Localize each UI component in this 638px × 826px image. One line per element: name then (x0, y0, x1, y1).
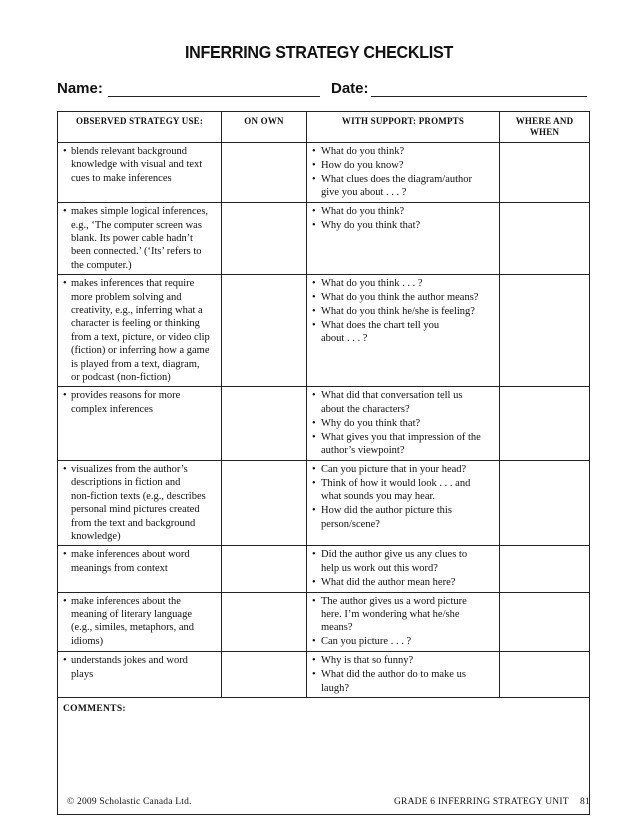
strategy-line: • make inferences about word (71, 549, 190, 561)
prompt-line: means? (321, 622, 353, 634)
prompt-item (312, 595, 494, 635)
strategy-line: from the text and background (71, 517, 196, 529)
prompt-line: help us work out this word? (321, 562, 438, 574)
strategy-line: character is feeling or thinking (71, 318, 200, 330)
strategy-line: • makes simple logical inferences, (71, 206, 209, 218)
strategy-line: • visualizes from the author’s (71, 463, 188, 475)
prompt-line: • Can you picture . . . ? (321, 636, 412, 648)
strategy-line: meaning of literary language (71, 609, 192, 620)
footer-copyright: © 2009 Scholastic Canada Ltd. (67, 797, 192, 807)
prompt-line: about . . . ? (321, 333, 368, 345)
prompt-item (312, 477, 494, 504)
strategy-line: from a text, picture, or video clip (71, 331, 210, 343)
prompts-cell (307, 546, 500, 592)
prompt-item (312, 417, 494, 430)
prompt-line: • Can you picture that in your head? (321, 463, 467, 475)
prompt-line: laugh? (321, 682, 349, 694)
prompt-line: • What does the chart tell you (321, 319, 440, 331)
prompt-item (312, 305, 494, 318)
on-own-cell[interactable] (222, 387, 307, 461)
on-own-cell[interactable] (222, 275, 307, 387)
prompt-item (312, 576, 494, 589)
footer-page-number: 81 (580, 797, 590, 807)
prompt-item (312, 173, 494, 200)
prompt-item (312, 654, 494, 667)
checklist-rows (58, 143, 590, 698)
table-row (58, 203, 590, 275)
strategy-line: is played from a text, diagram, (71, 358, 200, 370)
prompt-line: • The author gives us a word picture (321, 595, 467, 607)
strategy-line: plays (71, 668, 94, 680)
table-row (58, 546, 590, 592)
strategy-line: • provides reasons for more (71, 390, 181, 402)
header-on-own: ON OWN (222, 112, 307, 143)
table-row (58, 460, 590, 545)
prompt-line: • What do you think he/she is feeling? (321, 305, 475, 317)
strategy-line: • makes inferences that require (71, 278, 195, 290)
prompt-item (312, 205, 494, 218)
strategy-line: (fiction) or inferring how a game (71, 345, 210, 357)
where-and-when-cell[interactable] (500, 203, 590, 275)
strategy-line: meanings from context (71, 562, 168, 574)
name-field-line[interactable] (108, 96, 320, 97)
prompt-line: • How did the author picture this (321, 505, 452, 517)
prompt-item (312, 319, 494, 346)
prompt-item (312, 431, 494, 458)
prompt-line: • Think of how it would look . . . and (321, 477, 471, 489)
strategy-line: personal mind pictures created (71, 504, 200, 516)
prompt-item (312, 277, 494, 290)
prompt-line: • Why do you think that? (321, 220, 421, 232)
prompt-line: • Why is that so funny? (321, 655, 414, 667)
header-where-and-when: WHERE AND WHEN (500, 112, 590, 143)
name-label: Name: (57, 80, 103, 97)
prompt-line: • What did the author do to make us (321, 669, 466, 681)
page-title: INFERRING STRATEGY CHECKLIST (184, 42, 454, 62)
prompt-item (312, 145, 494, 158)
table-header-row (58, 112, 590, 143)
prompt-line: • What clues does the diagram/author (321, 173, 473, 185)
where-and-when-cell[interactable] (500, 546, 590, 592)
prompt-item (312, 668, 494, 695)
header-with-support-prompts: WITH SUPPORT: PROMPTS (307, 112, 500, 143)
header-observed-strategy-use: OBSERVED STRATEGY USE: (58, 112, 222, 143)
strategy-line: • blends relevant background (71, 146, 188, 157)
strategy-cell (58, 592, 222, 652)
prompt-line: • What did that conversation tell us (321, 390, 463, 402)
checklist-table (57, 111, 590, 815)
strategy-line: the computer.) (71, 259, 132, 271)
prompt-line: • Why do you think that? (321, 417, 421, 429)
strategy-line: (e.g., similes, metaphors, and (71, 622, 195, 634)
strategy-cell (58, 143, 222, 203)
strategy-item (63, 205, 216, 272)
strategy-line: cues to make inferences (71, 172, 172, 184)
on-own-cell[interactable] (222, 546, 307, 592)
where-and-when-cell[interactable] (500, 143, 590, 203)
prompt-line: • What do you think . . . ? (321, 278, 423, 290)
table-row (58, 387, 590, 461)
footer-unit-title: GRADE 6 INFERRING STRATEGY UNIT (394, 797, 569, 807)
strategy-line: blank. Its power cable hadn’t (71, 232, 193, 244)
strategy-cell (58, 460, 222, 545)
prompts-cell (307, 203, 500, 275)
on-own-cell[interactable] (222, 460, 307, 545)
prompt-line: what sounds you may hear. (321, 491, 436, 503)
prompts-cell (307, 143, 500, 203)
strategy-line: more problem solving and (71, 291, 182, 303)
where-and-when-cell[interactable] (500, 460, 590, 545)
prompts-cell (307, 460, 500, 545)
table-row (58, 143, 590, 203)
table-row (58, 592, 590, 652)
strategy-line: non-fiction texts (e.g., describes (71, 490, 206, 502)
prompt-line: about the characters? (321, 403, 410, 415)
comments-label: COMMENTS: (63, 704, 126, 715)
on-own-cell[interactable] (222, 652, 307, 698)
where-and-when-cell[interactable] (500, 275, 590, 387)
prompt-item (312, 635, 494, 648)
strategy-item (63, 145, 216, 185)
prompt-line: here. I’m wondering what he/she (321, 609, 460, 620)
strategy-cell (58, 652, 222, 698)
strategy-cell (58, 546, 222, 592)
where-and-when-cell[interactable] (500, 592, 590, 652)
strategy-line: e.g., ‘The computer screen was (71, 219, 202, 231)
prompt-item (312, 504, 494, 531)
prompt-line: give you about . . . ? (321, 187, 407, 199)
table-row (58, 275, 590, 387)
strategy-line: creativity, e.g., inferring what a (71, 304, 203, 316)
strategy-line: knowledge with visual and text (71, 159, 203, 171)
prompt-line: • Did the author give us any clues to (321, 549, 468, 561)
on-own-cell[interactable] (222, 203, 307, 275)
prompt-item (312, 389, 494, 416)
prompts-cell (307, 275, 500, 387)
prompt-item (312, 159, 494, 172)
strategy-cell (58, 275, 222, 387)
strategy-item (63, 654, 216, 681)
prompt-line: • What do you think the author means? (321, 292, 479, 304)
strategy-line: descriptions in fiction and (71, 477, 181, 489)
table-row (58, 652, 590, 698)
prompt-line: author’s viewpoint? (321, 445, 405, 457)
strategy-line: • understands jokes and word (71, 655, 188, 667)
strategy-item (63, 277, 216, 384)
prompts-cell (307, 652, 500, 698)
prompt-line: • What did the author mean here? (321, 576, 456, 588)
strategy-cell (58, 387, 222, 461)
prompts-cell (307, 592, 500, 652)
where-and-when-cell[interactable] (500, 387, 590, 461)
date-field-line[interactable] (371, 96, 587, 97)
prompt-item (312, 219, 494, 232)
prompt-item (312, 291, 494, 304)
prompt-line: • What do you think? (321, 206, 405, 218)
date-label: Date: (331, 80, 369, 97)
prompt-line: • What gives you that impression of the (321, 431, 481, 443)
strategy-line: knowledge) (71, 530, 121, 542)
strategy-item (63, 463, 216, 543)
on-own-cell[interactable] (222, 592, 307, 652)
prompt-line: • What do you think? (321, 146, 405, 157)
strategy-line: or podcast (non-fiction) (71, 372, 171, 383)
strategy-item (63, 595, 216, 649)
where-and-when-cell[interactable] (500, 652, 590, 698)
strategy-line: • make inferences about the (71, 595, 181, 607)
prompt-line: • How do you know? (321, 159, 404, 171)
prompt-line: person/scene? (321, 518, 380, 530)
strategy-item (63, 389, 216, 416)
strategy-line: been connected.’ (‘Its’ refers to (71, 246, 202, 258)
prompts-cell (307, 387, 500, 461)
on-own-cell[interactable] (222, 143, 307, 203)
prompt-item (312, 463, 494, 476)
strategy-line: complex inferences (71, 403, 153, 415)
prompt-item (312, 548, 494, 575)
strategy-line: idioms) (71, 635, 104, 647)
strategy-item (63, 548, 216, 575)
strategy-cell (58, 203, 222, 275)
